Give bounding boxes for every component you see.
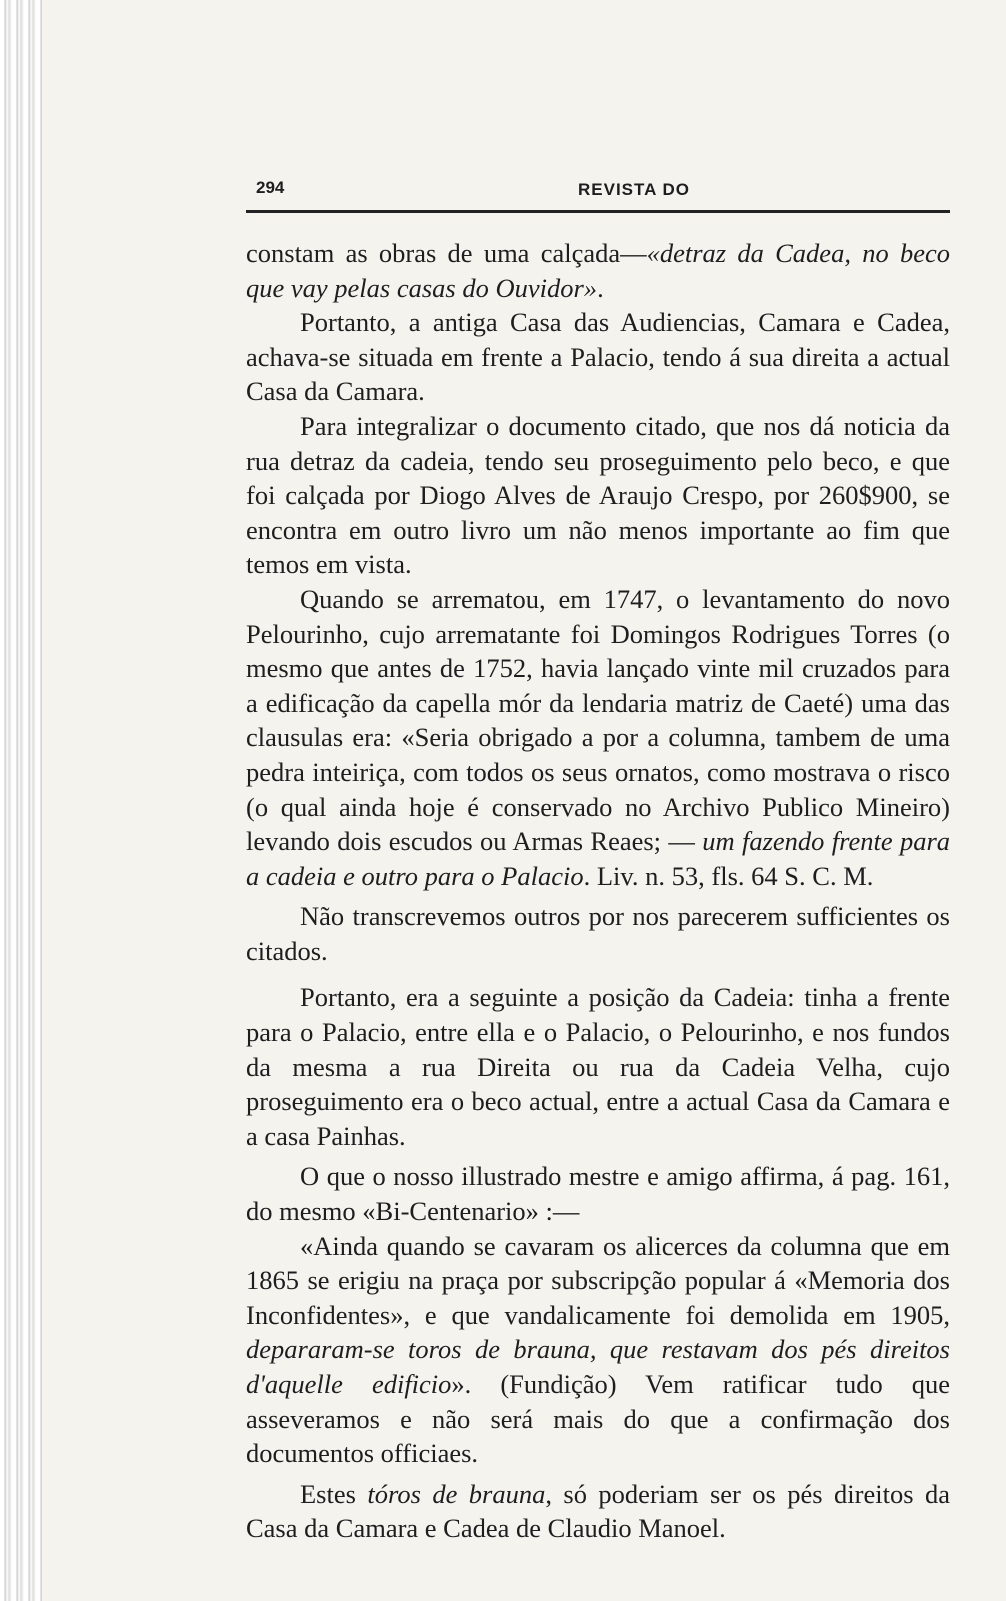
paragraph-8: «Ainda quando se cavaram os alicerces da columna que em 1865 se erigiu na praça por subscripção popular á «Memoria dos Inconfidentes», e que vandalicamente foi demolida em 1905, depararam-se toros de brauna, que restavam dos pés direitos d'aquelle edificio». (Fundição) Vem ratificar tudo que asseveramos e não será mais do que a confirmação dos documentos officiaes.: [246, 1230, 951, 1469]
paragraph-4: Quando se arrematou, em 1747, o levantamento do novo Pelourinho, cujo arrematante foi Domingos Rodrigues Torres (o mesmo que antes de 1752, havia lançado vinte mil cruzados para a edificação da capella mór da lendaria matriz de Caeté) uma das clausulas era: «Seria obrigado a por a columna, tambem de uma pedra inteiriça, com todos os seus ornatos, como mostrava o risco (o qual ainda hoje é conservado no Archivo Publico Mineiro) levando dois escudos ou Armas Reaes; — um fazendo frente para a cadeia e outro para o Palacio. Liv. n. 53, fls. 64 S. C. M.: [246, 583, 951, 891]
binding-edge: [0, 0, 42, 1601]
italic-quote: depararam-se toros de brauna, que restavam dos pés direitos d'aquelle edificio: [246, 1334, 950, 1399]
paragraph-9: Estes tóros de brauna, só poderiam ser os pés direitos da Casa da Camara e Cadea de Claudio Manoel.: [246, 1478, 950, 1544]
italic-quote: um fazendo frente para a cadeia e outro para o Palacio: [246, 826, 951, 891]
paragraph-1: constam as obras de uma calçada—«detraz da Cadea, no beco que vay pelas casas do Ouvidor».: [246, 238, 950, 303]
running-title: REVISTA DO: [578, 180, 691, 199]
page-number: 294: [256, 178, 285, 197]
book-page: [246, 178, 952, 1544]
page-header: [246, 178, 952, 208]
italic-quote: tóros de brauna: [367, 1478, 546, 1509]
paragraph-6: Portanto, era a seguinte a posição da Cadeia: tinha a frente para o Palacio, entre ella e o Palacio, o Pelourinho, e nos fundos da mesma a rua Direita ou rua da Cadeia Velha, cujo proseguimento era o beco actual, entre a actual Casa da Camara e a casa Painhas.: [246, 982, 950, 1151]
italic-quote: «detraz da Cadea, no beco que vay pelas casas do Ouvidor»: [246, 238, 950, 303]
paragraph-5: Não transcrevemos outros por nos parecerem sufficientes os citados.: [246, 901, 950, 966]
paragraph-2: Portanto, a antiga Casa das Audiencias, Camara e Cadea, achava-se situada em frente a Palacio, tendo á sua direita a actual Casa da Camara.: [246, 307, 950, 407]
body-text: [246, 236, 950, 1546]
header-rule: [246, 210, 950, 213]
paragraph-7: O que o nosso illustrado mestre e amigo affirma, á pag. 161, do mesmo «Bi-Centenario» :—: [246, 1161, 950, 1227]
paragraph-3: Para integralizar o documento citado, que nos dá noticia da rua detraz da cadeia, tendo seu proseguimento pelo beco, e que foi calçada por Diogo Alves de Araujo Crespo, por 260$900, se encontra em outro livro um não menos importante ao fim que temos em vista.: [246, 410, 950, 580]
